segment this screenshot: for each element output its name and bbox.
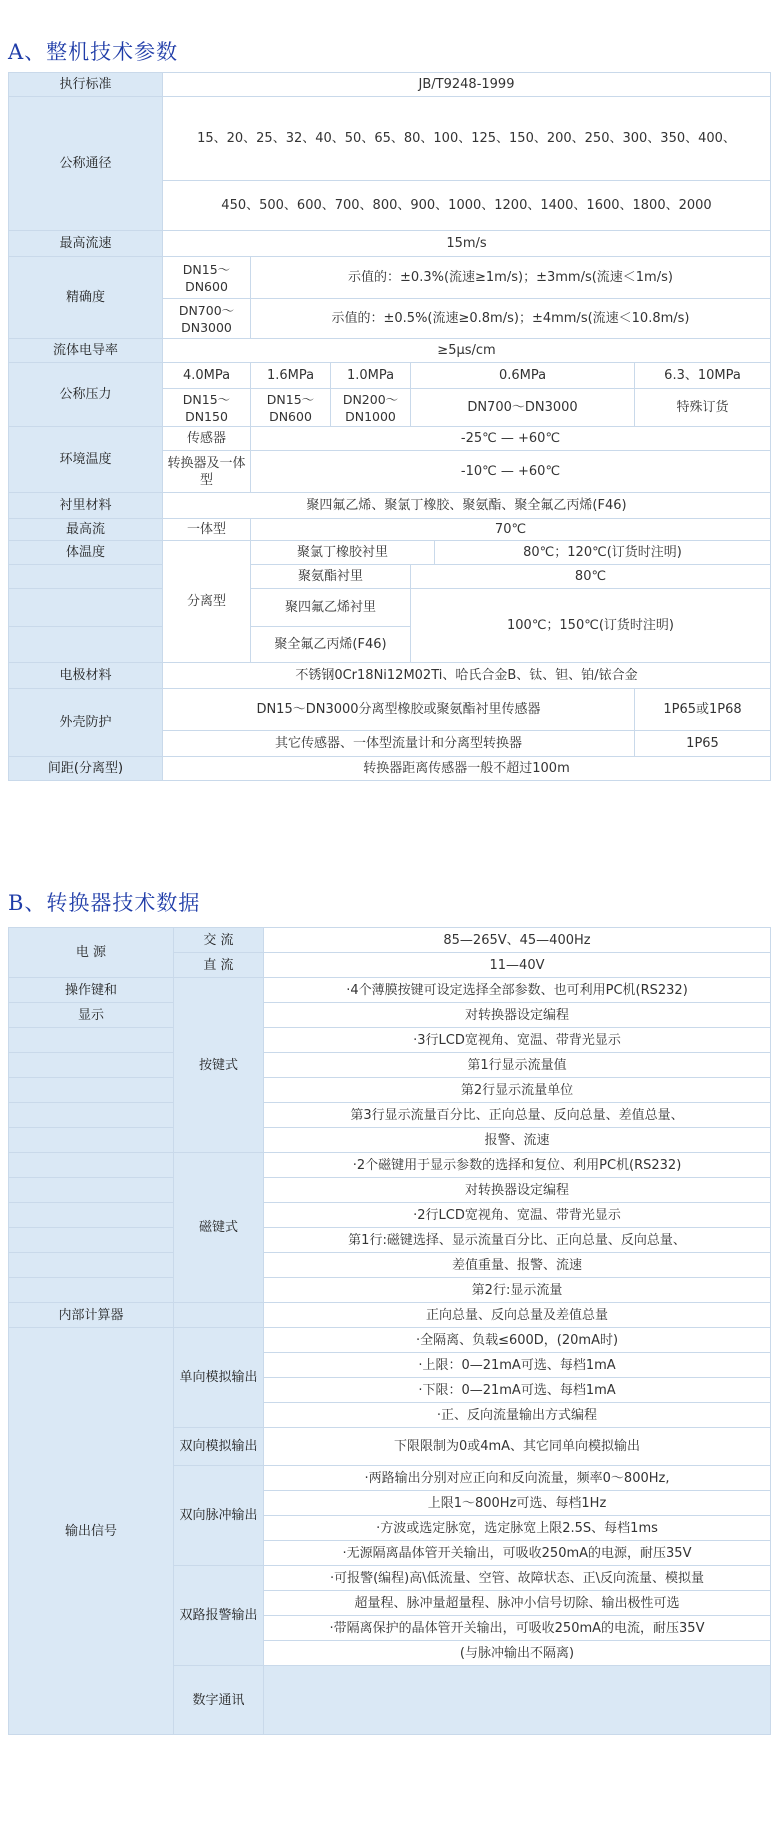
power-dc-label: 直 流 [174, 953, 264, 978]
diameter-line1: 15、20、25、32、40、50、65、80、100、125、150、200、250、300、350、400、 [163, 97, 771, 181]
mag-row-3: 第1行:磁键选择、显示流量百分比、正向总量、反向总量、 [264, 1228, 771, 1253]
distance-value: 转换器距离传感器一般不超过100m [163, 757, 771, 781]
table-row [9, 339, 771, 363]
bidir-value: 下限限制为0或4mA、其它同单向模拟输出 [264, 1428, 771, 1466]
blank-cell [9, 1178, 174, 1203]
conductivity-label: 流体电导率 [9, 339, 163, 363]
single-row-1: ·上限：0—21mA可选、每档1mA [264, 1353, 771, 1378]
accuracy-dn-2: DN700～DN3000 [163, 299, 251, 339]
blank-cell [9, 1228, 174, 1253]
key-row-4: 第2行显示流量单位 [264, 1078, 771, 1103]
operation-label-2: 显示 [9, 1003, 174, 1028]
mag-row-2: ·2行LCD宽视角、宽温、带背光显示 [264, 1203, 771, 1228]
alarm-label: 双路报警输出 [174, 1566, 264, 1666]
distance-label: 间距(分离型) [9, 757, 163, 781]
accuracy-label: 精确度 [9, 257, 163, 339]
calculator-value: 正向总量、反向总量及差值总量 [264, 1303, 771, 1328]
fluid-temp-material-0: 聚氯丁橡胶衬里 [251, 541, 435, 565]
single-row-2: ·下限：0—21mA可选、每档1mA [264, 1378, 771, 1403]
mag-row-1: 对转换器设定编程 [264, 1178, 771, 1203]
blank-cell [9, 1053, 174, 1078]
ambient-sensor-value: -25℃ — +60℃ [251, 427, 771, 451]
table-row [9, 978, 771, 1003]
table-row [9, 1003, 771, 1028]
accuracy-value-1: 示值的：±0.3%(流速≥1m/s)；±3mm/s(流速＜1m/s) [251, 257, 771, 299]
table-row [9, 1328, 771, 1353]
table-row [9, 1203, 771, 1228]
table-row [9, 427, 771, 451]
table-row [9, 1028, 771, 1053]
pressure-p-0: 4.0MPa [163, 363, 251, 389]
table-row [9, 757, 771, 781]
pressure-dn-1: DN15～DN600 [251, 389, 331, 427]
standard-value: JB/T9248-1999 [163, 73, 771, 97]
enclosure-value-2: 1P65 [635, 731, 771, 757]
table-row [9, 541, 771, 565]
conductivity-value: ≥5μs/cm [163, 339, 771, 363]
blank-cell [9, 1078, 174, 1103]
table-row [9, 1128, 771, 1153]
pressure-p-4: 6.3、10MPa [635, 363, 771, 389]
fluid-temp-label-1: 最高流 [9, 519, 163, 541]
operation-label-1: 操作键和 [9, 978, 174, 1003]
blank-cell [9, 1103, 174, 1128]
pulse-label: 双向脉冲输出 [174, 1466, 264, 1566]
pressure-p-1: 1.6MPa [251, 363, 331, 389]
table-row [9, 1053, 771, 1078]
enclosure-desc-1: DN15～DN3000分离型橡胶或聚氨酯衬里传感器 [163, 689, 635, 731]
blank-cell [174, 1303, 264, 1328]
key-row-3: 第1行显示流量值 [264, 1053, 771, 1078]
table-row [9, 1253, 771, 1278]
mag-row-5: 第2行:显示流量 [264, 1278, 771, 1303]
spec-table-b [8, 927, 771, 1735]
accuracy-dn-1: DN15～DN600 [163, 257, 251, 299]
table-row [9, 363, 771, 389]
fluid-temp-value-1: 80℃ [411, 565, 771, 589]
blank-cell [9, 1028, 174, 1053]
table-row [9, 1153, 771, 1178]
mag-row-0: ·2个磁键用于显示参数的选择和复位、利用PC机(RS232) [264, 1153, 771, 1178]
pressure-p-3: 0.6MPa [411, 363, 635, 389]
lining-label: 衬里材料 [9, 493, 163, 519]
fluid-temp-integral-label: 一体型 [163, 519, 251, 541]
single-row-3: ·正、反向流量输出方式编程 [264, 1403, 771, 1428]
blank-cell [9, 1253, 174, 1278]
pressure-dn-0: DN15～DN150 [163, 389, 251, 427]
key-type-label: 按键式 [174, 978, 264, 1153]
max-velocity-label: 最高流速 [9, 231, 163, 257]
fluid-temp-material-2: 聚四氟乙烯衬里 [251, 589, 411, 627]
table-row [9, 589, 771, 627]
spec-table-a [8, 72, 771, 781]
fluid-temp-integral-value: 70℃ [251, 519, 771, 541]
pressure-dn-2: DN200～DN1000 [331, 389, 411, 427]
ambient-conv-label: 转换器及一体型 [163, 451, 251, 493]
enclosure-value-1: 1P65或1P68 [635, 689, 771, 731]
table-row [9, 1078, 771, 1103]
blank-cell [9, 1203, 174, 1228]
enclosure-desc-2: 其它传感器、一体型流量计和分离型转换器 [163, 731, 635, 757]
key-row-1: 对转换器设定编程 [264, 1003, 771, 1028]
table-row [9, 257, 771, 299]
table-row [9, 1228, 771, 1253]
mag-type-label: 磁键式 [174, 1153, 264, 1303]
table-row [9, 493, 771, 519]
table-row [9, 519, 771, 541]
ambient-label: 环境温度 [9, 427, 163, 493]
electrode-value: 不锈钢0Cr18Ni12M02Ti、哈氏合金B、钛、钽、铂/铱合金 [163, 663, 771, 689]
table-row [9, 1178, 771, 1203]
section-a-title: A、整机技术参数 [8, 40, 179, 64]
alarm-row-2: ·带隔离保护的晶体管开关输出，可吸收250mA的电流，耐压35V [264, 1616, 771, 1641]
table-row [9, 73, 771, 97]
section-b-title: B、转换器技术数据 [8, 891, 201, 915]
pulse-row-2: ·方波或选定脉宽，选定脉宽上限2.5S、每档1ms [264, 1516, 771, 1541]
ambient-sensor-label: 传感器 [163, 427, 251, 451]
key-row-0: ·4个薄膜按键可设定选择全部参数、也可利用PC机(RS232) [264, 978, 771, 1003]
calculator-label: 内部计算器 [9, 1303, 174, 1328]
table-row [9, 1278, 771, 1303]
pressure-p-2: 1.0MPa [331, 363, 411, 389]
blank-cell [9, 1278, 174, 1303]
alarm-row-0: ·可报警(编程)高\低流量、空管、故障状态、正\反向流量、模拟量 [264, 1566, 771, 1591]
comm-label: 数字通讯 [174, 1666, 264, 1735]
table-row [9, 97, 771, 181]
output-label: 输出信号 [9, 1328, 174, 1735]
power-ac-value: 85—265V、45—400Hz [264, 928, 771, 953]
fluid-temp-label-2: 体温度 [9, 541, 163, 565]
power-dc-value: 11—40V [264, 953, 771, 978]
blank-cell [264, 1666, 771, 1735]
ambient-conv-value: -10℃ — +60℃ [251, 451, 771, 493]
bidir-analog-label: 双向模拟输出 [174, 1428, 264, 1466]
enclosure-label: 外壳防护 [9, 689, 163, 757]
table-row [9, 231, 771, 257]
diameter-line2: 450、500、600、700、800、900、1000、1200、1400、1600、1800、2000 [163, 181, 771, 231]
fluid-temp-material-1: 聚氨酯衬里 [251, 565, 411, 589]
power-label: 电 源 [9, 928, 174, 978]
mag-row-4: 差值重量、报警、流速 [264, 1253, 771, 1278]
table-row [9, 1303, 771, 1328]
pulse-row-1: 上限1～800Hz可选、每档1Hz [264, 1491, 771, 1516]
max-velocity-value: 15m/s [163, 231, 771, 257]
pressure-dn-3: DN700～DN3000 [411, 389, 635, 427]
pressure-label: 公称压力 [9, 363, 163, 427]
fluid-temp-material-3: 聚全氟乙丙烯(F46) [251, 627, 411, 663]
alarm-row-1: 超量程、脉冲量超量程、脉冲小信号切除、输出极性可选 [264, 1591, 771, 1616]
key-row-5: 第3行显示流量百分比、正向总量、反向总量、差值总量、 [264, 1103, 771, 1128]
blank-cell [9, 589, 163, 627]
accuracy-value-2: 示值的：±0.5%(流速≥0.8m/s)；±4mm/s(流速＜10.8m/s) [251, 299, 771, 339]
table-row [9, 565, 771, 589]
blank-cell [9, 1153, 174, 1178]
pulse-row-3: ·无源隔离晶体管开关输出，可吸收250mA的电源，耐压35V [264, 1541, 771, 1566]
fluid-temp-separate-label: 分离型 [163, 541, 251, 663]
table-row [9, 928, 771, 953]
electrode-label: 电极材料 [9, 663, 163, 689]
table-row [9, 689, 771, 731]
blank-cell [9, 1128, 174, 1153]
alarm-row-3: (与脉冲输出不隔离) [264, 1641, 771, 1666]
blank-cell [9, 565, 163, 589]
single-row-0: ·全隔离、负载≤600D，(20mA时) [264, 1328, 771, 1353]
power-ac-label: 交 流 [174, 928, 264, 953]
pressure-dn-4: 特殊订货 [635, 389, 771, 427]
table-row [9, 1103, 771, 1128]
lining-value: 聚四氟乙烯、聚氯丁橡胶、聚氨酯、聚全氟乙丙烯(F46) [163, 493, 771, 519]
key-row-6: 报警、流速 [264, 1128, 771, 1153]
diameter-label: 公称通径 [9, 97, 163, 231]
pulse-row-0: ·两路输出分别对应正向和反向流量，频率0～800Hz, [264, 1466, 771, 1491]
blank-cell [9, 627, 163, 663]
key-row-2: ·3行LCD宽视角、宽温、带背光显示 [264, 1028, 771, 1053]
single-analog-label: 单向模拟输出 [174, 1328, 264, 1428]
standard-label: 执行标准 [9, 73, 163, 97]
fluid-temp-value-2: 100℃；150℃(订货时注明) [411, 589, 771, 663]
table-row [9, 663, 771, 689]
fluid-temp-value-0: 80℃；120℃(订货时注明) [435, 541, 771, 565]
